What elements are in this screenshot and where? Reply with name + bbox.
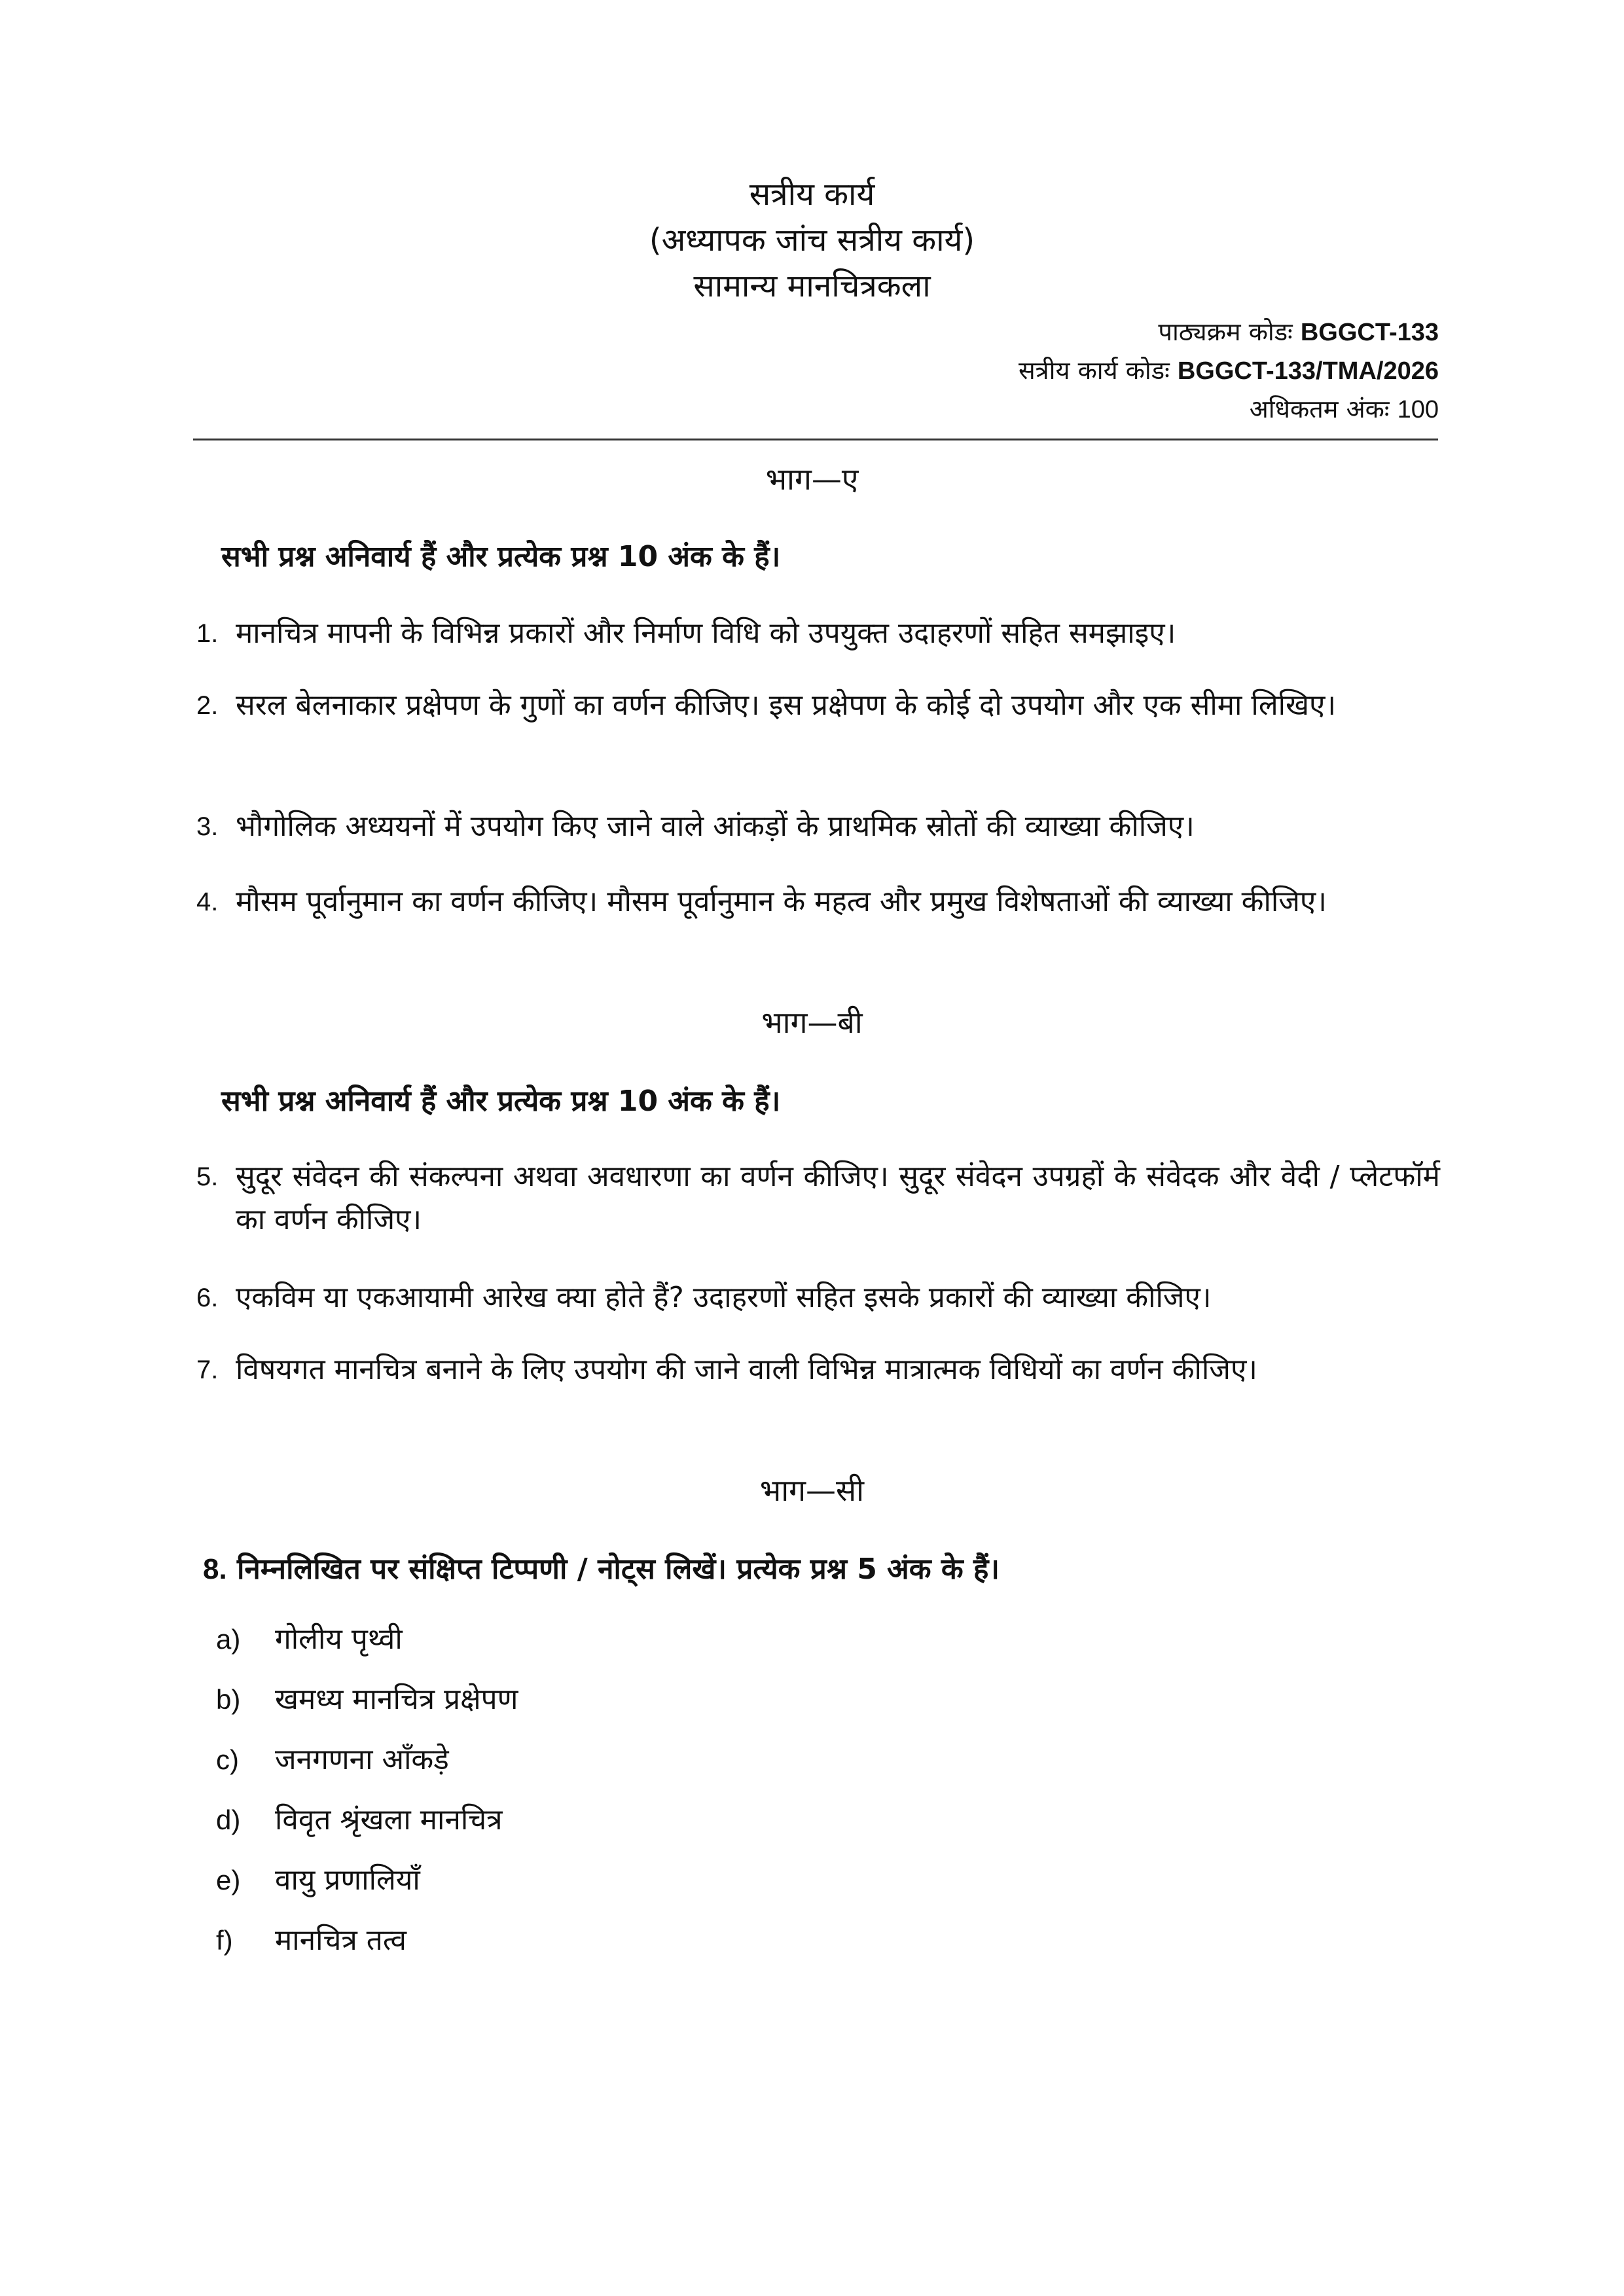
part-b-instruction: सभी प्रश्न अनिवार्य हैं और प्रत्येक प्रश्न 10 अंक के हैं। [221,1085,781,1118]
item-letter: b) [216,1684,241,1715]
item-letter: e) [216,1865,241,1895]
question-number: 1. [196,619,219,648]
course-code-label: पाठ्यक्रम कोडः [1158,317,1293,346]
question-number: 6. [196,1283,219,1312]
question-text: भौगोलिक अध्ययनों में उपयोग किए जाने वाले आंकड़ों के प्राथमिक स्रोतों की व्याख्या कीजिए। [236,810,1195,843]
max-marks-value: 100 [1397,396,1439,423]
item-text: गोलीय पृथ्वी [275,1623,403,1656]
question-number: 3. [196,812,219,841]
item-text: खमध्य मानचित्र प्रक्षेपण [275,1683,518,1716]
assignment-code-value: BGGCT-133/TMA/2026 [1177,357,1439,385]
course-code-row [1019,313,1439,351]
question-number: 2. [196,691,219,720]
part-b-heading: भाग—बी [761,1005,863,1040]
assignment-code-row [1019,351,1439,390]
item-text: वायु प्रणालियाँ [275,1863,420,1897]
item-text: जनगणना आँकड़े [275,1743,449,1776]
question-1 [196,612,1440,655]
question-text: एकविम या एकआयामी आरेख क्या होते हैं? उदाहरणों सहित इसके प्रकारों की व्याख्या कीजिए। [236,1281,1212,1314]
document-title [0,171,1624,309]
question-8-number: 8. [203,1553,227,1585]
question-text: मौसम पूर्वानुमान का वर्णन कीजिए। मौसम पूर्वानुमान के महत्व और प्रमुख विशेषताओं की व्याख्या कीजिए। [236,885,1327,918]
item-letter: f) [216,1925,233,1956]
question-text: सरल बेलनाकार प्रक्षेपण के गुणों का वर्णन कीजिए। इस प्रक्षेपण के कोई दो उपयोग और एक सीमा लिखिए। [236,689,1337,722]
question-3 [196,805,1440,848]
course-meta [1019,313,1439,429]
question-8-instruction [203,1548,1000,1587]
part-a-heading: भाग—ए [765,461,859,497]
question-6 [196,1276,1440,1319]
item-text: विवृत श्रृंखला मानचित्र [275,1803,503,1837]
question-number: 5. [196,1162,219,1191]
question-7 [196,1348,1440,1391]
max-marks-label: अधिकतम अंकः [1249,395,1390,423]
header-divider [193,439,1438,440]
item-letter: a) [216,1624,241,1655]
question-8-text: निम्नलिखित पर संक्षिप्त टिप्पणी / नोट्स लिखें। प्रत्येक प्रश्न 5 अंक के हैं। [237,1552,1000,1586]
question-5 [196,1155,1440,1242]
item-letter: d) [216,1804,241,1835]
course-code-value: BGGCT-133 [1300,319,1439,346]
title-line-tutor-marked: (अध्यापक जांच सत्रीय कार्य) [649,222,975,259]
question-number: 7. [196,1355,219,1384]
question-text: सुदूर संवेदन की संकल्पना अथवा अवधारणा का वर्णन कीजिए। सुदूर संवेदन उपग्रहों के संवेदक और वेदी / प्लेटफॉर्म का वर्णन कीजिए। [236,1160,1440,1236]
part-c-heading: भाग—सी [759,1473,865,1508]
item-text: मानचित्र तत्व [275,1924,406,1957]
question-2 [196,684,1440,727]
question-4 [196,880,1440,924]
question-text: मानचित्र मापनी के विभिन्न प्रकारों और निर्माण विधि को उपयुक्त उदाहरणों सहित समझाइए। [236,617,1176,650]
item-letter: c) [216,1744,239,1775]
part-a-instruction: सभी प्रश्न अनिवार्य हैं और प्रत्येक प्रश्न 10 अंक के हैं। [221,540,781,573]
assignment-code-label: सत्रीय कार्य कोडः [1018,356,1170,385]
question-number: 4. [196,888,219,916]
title-line-course-name: सामान्य मानचित्रकला [693,268,931,304]
max-marks-row [1019,390,1439,429]
title-line-assignment: सत्रीय कार्य [749,176,875,213]
question-text: विषयगत मानचित्र बनाने के लिए उपयोग की जाने वाली विभिन्न मात्रात्मक विधियों का वर्णन कीजिए। [236,1353,1257,1386]
